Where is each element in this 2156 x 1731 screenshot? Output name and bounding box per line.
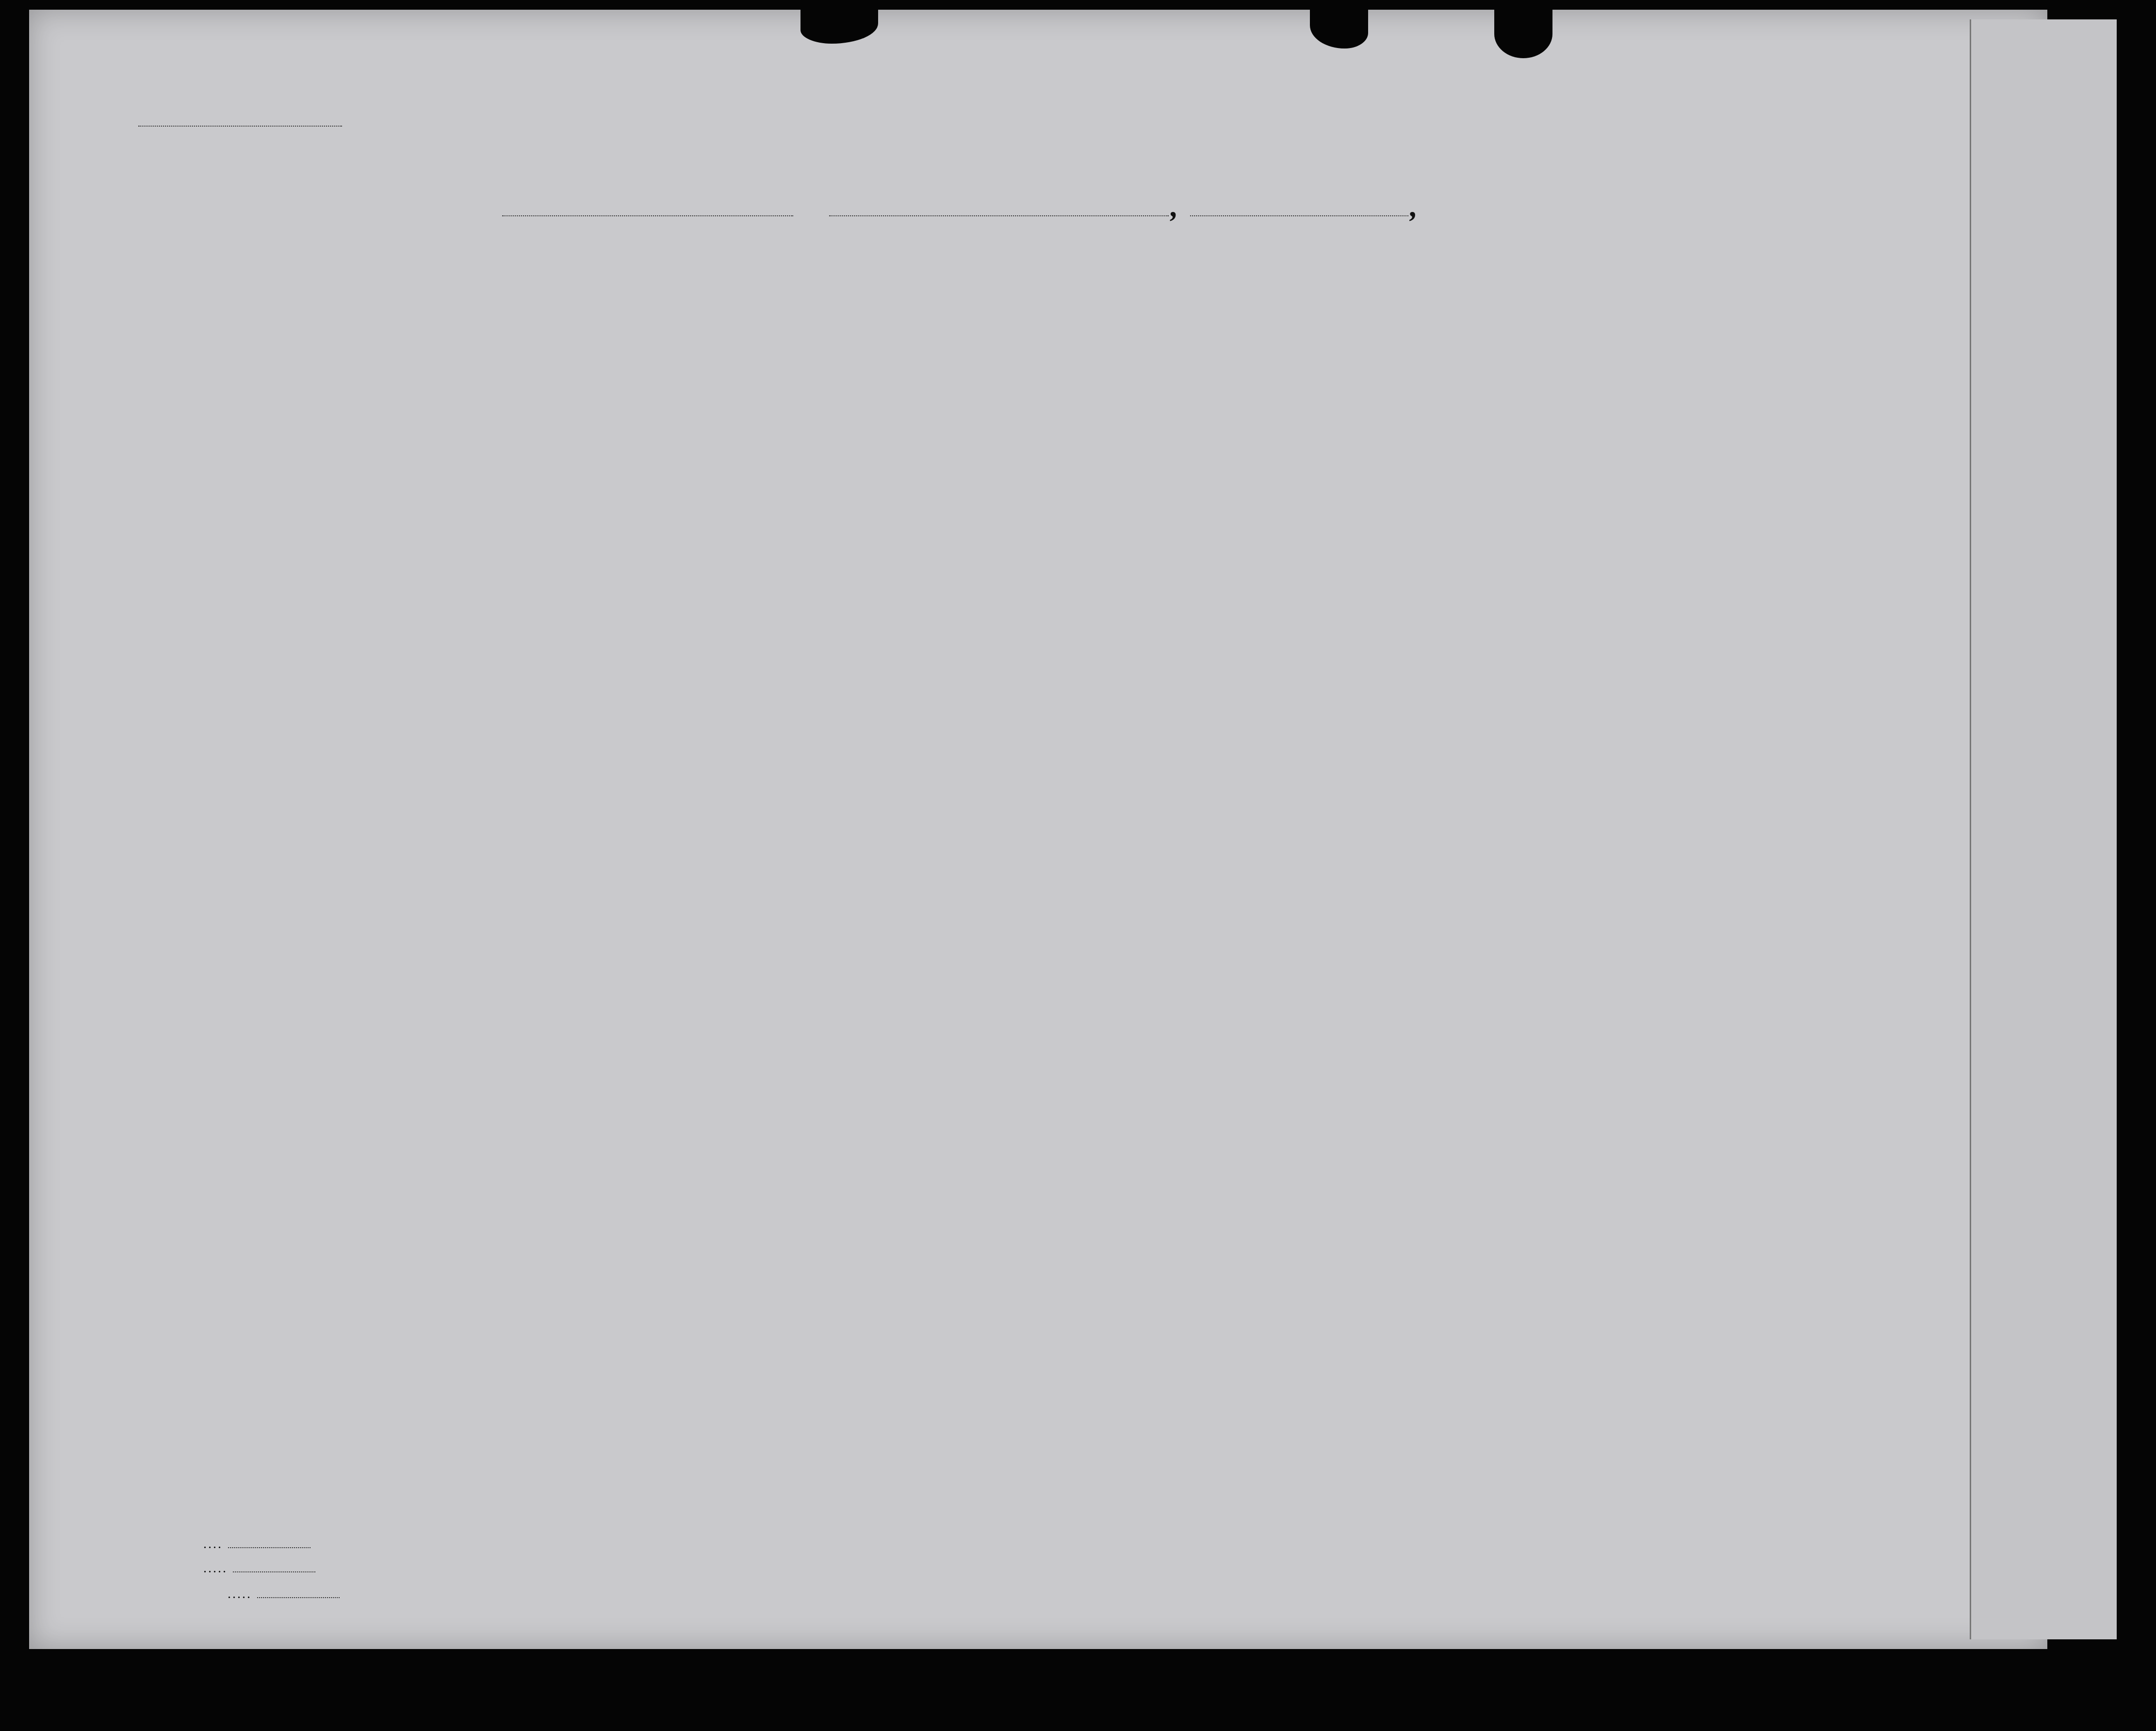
aliens: . . . . . bbox=[228, 1590, 340, 1601]
list-field[interactable] bbox=[138, 126, 342, 127]
manifest-sheet bbox=[29, 10, 2047, 1649]
aliens-field[interactable] bbox=[257, 1597, 340, 1598]
torn-edge bbox=[1494, 10, 1552, 58]
sailing-date-field[interactable] bbox=[1190, 215, 1408, 216]
adjacent-sheet bbox=[1970, 19, 2117, 1639]
total-passengers-field[interactable] bbox=[228, 1547, 310, 1548]
total-passengers: . . . . bbox=[204, 1540, 310, 1551]
list-line bbox=[138, 107, 342, 132]
us-citizens-field[interactable] bbox=[233, 1571, 315, 1572]
vessel-name[interactable] bbox=[502, 215, 793, 216]
vessel-line: , , bbox=[502, 190, 1422, 223]
us-citizens: . . . . . bbox=[204, 1564, 315, 1575]
sailing-from-field[interactable] bbox=[829, 215, 1169, 216]
